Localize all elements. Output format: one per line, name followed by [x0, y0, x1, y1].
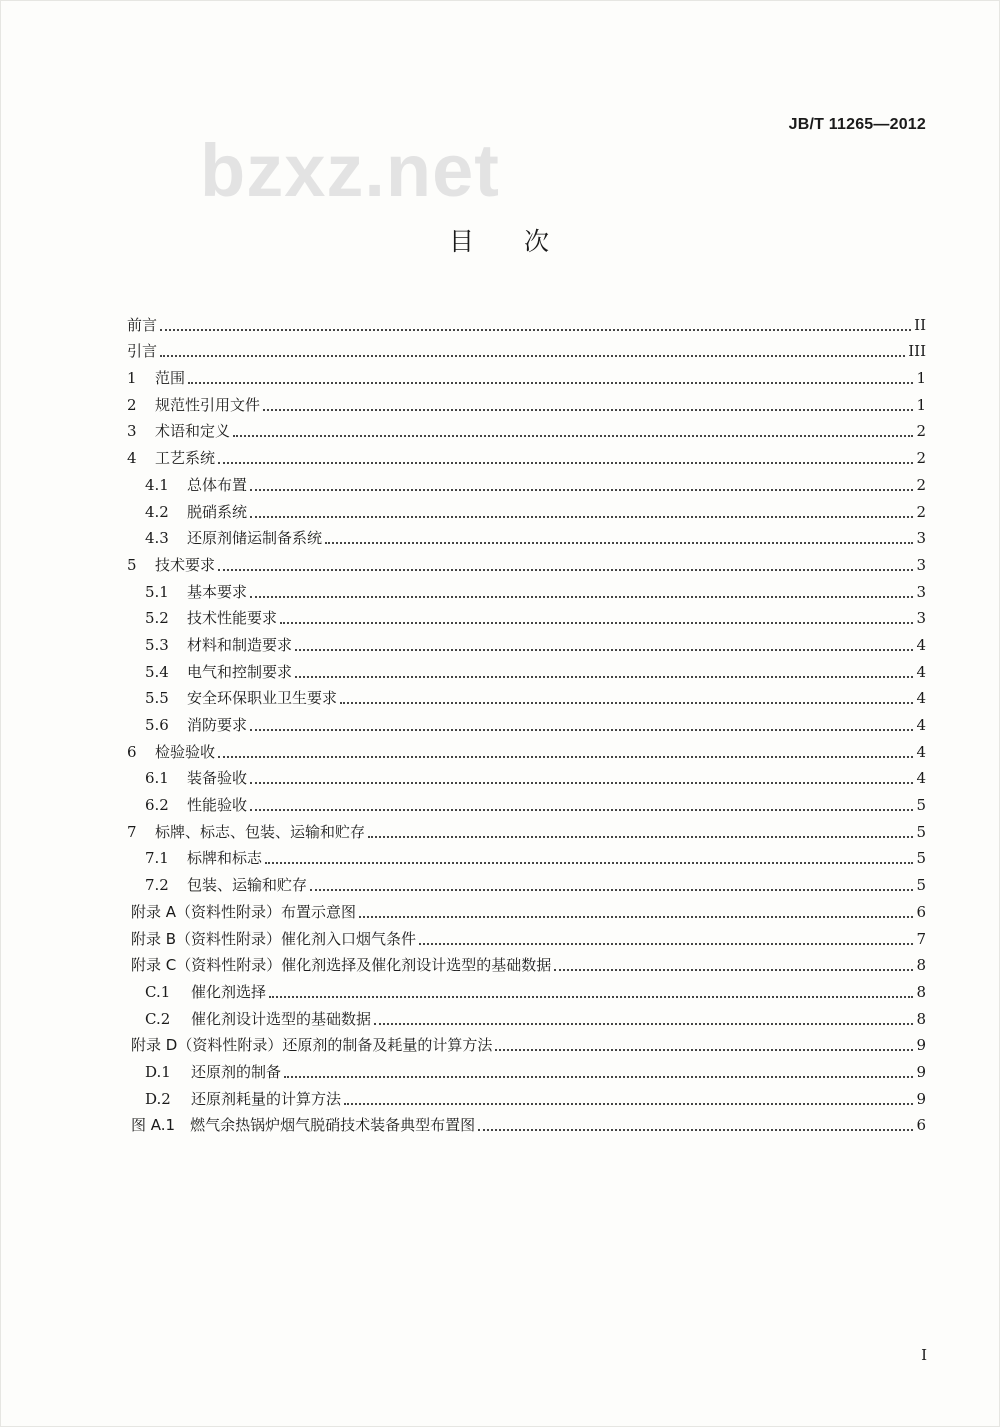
toc-entry-number: 7.1	[145, 849, 169, 868]
toc-entry-number: 7.2	[145, 876, 169, 895]
toc-leader-dots	[295, 648, 913, 651]
toc-entry[interactable]	[127, 975, 926, 1002]
toc-leader-dots	[218, 568, 913, 571]
toc-entry-number: 5.1	[145, 582, 169, 601]
toc-entry-label: 前言	[127, 315, 158, 334]
toc-entry-number: C.1	[145, 982, 171, 1001]
toc-entry-label: 图 A.1 燃气余热锅炉烟气脱硝技术装备典型布置图	[131, 1116, 476, 1135]
toc-entry-page: 3	[916, 529, 926, 548]
toc-leader-dots	[495, 1048, 913, 1051]
toc-entry-number: 2	[127, 395, 137, 414]
toc-entry-number: 6.1	[145, 769, 169, 788]
toc-entry-label: 还原剂耗量的计算方法	[191, 1089, 342, 1108]
toc-leader-dots	[284, 1075, 913, 1078]
toc-entry-label: 标牌和标志	[187, 849, 263, 868]
toc-leader-dots	[160, 328, 911, 331]
toc-entry-number: 5.5	[145, 689, 169, 708]
toc-entry[interactable]	[127, 1029, 926, 1056]
toc-entry-page: 2	[916, 422, 926, 441]
toc-entry-label: 脱硝系统	[187, 502, 248, 521]
toc-entry-page: 9	[916, 1062, 926, 1081]
footer-page-number: I	[921, 1346, 927, 1364]
toc-entry[interactable]	[127, 522, 926, 549]
toc-entry-number: 4	[127, 449, 137, 468]
toc-entry-number: 5.3	[145, 635, 169, 654]
toc-entry-label: 催化剂设计选型的基础数据	[191, 1009, 372, 1028]
toc-entry-number: 6.2	[145, 796, 169, 815]
toc-entry-page: II	[914, 315, 926, 334]
watermark: bzxz.net	[200, 129, 500, 212]
toc-title	[0, 222, 1000, 258]
toc-entry-page: 4	[916, 742, 926, 761]
toc-entry[interactable]	[127, 1055, 926, 1082]
toc-entry-label: 附录 A（资料性附录）布置示意图	[131, 902, 357, 921]
toc-entry[interactable]	[127, 708, 926, 735]
toc-entry-page: 5	[916, 876, 926, 895]
toc-entry-number: 7	[127, 822, 137, 841]
toc-entry-label: 附录 B（资料性附录）催化剂入口烟气条件	[131, 929, 417, 948]
toc-entry-number: 5.6	[145, 716, 169, 734]
toc-entry-label: 包装、运输和贮存	[187, 876, 308, 895]
toc-entry[interactable]	[127, 335, 926, 362]
toc-entry-number: 3	[127, 422, 137, 441]
toc-entry[interactable]	[127, 1002, 926, 1029]
toc-entry-page: 4	[916, 689, 926, 708]
toc-entry[interactable]	[127, 762, 926, 789]
toc-entry-number: 4.2	[145, 502, 169, 521]
toc-leader-dots	[340, 701, 913, 704]
toc-entry[interactable]	[127, 575, 926, 602]
toc-entry[interactable]	[127, 682, 926, 709]
toc-entry-page: 1	[916, 395, 926, 414]
toc-leader-dots	[359, 915, 913, 918]
toc-leader-dots	[478, 1128, 913, 1131]
toc-entry[interactable]	[127, 868, 926, 895]
toc-entry-number: D.1	[145, 1062, 171, 1081]
toc-entry-page: 8	[916, 982, 926, 1001]
toc-entry-label: 规范性引用文件	[155, 395, 261, 414]
toc-entry-page: III	[908, 342, 926, 361]
toc-entry-page: 4	[916, 769, 926, 788]
toc-entry[interactable]	[127, 308, 926, 335]
toc-leader-dots	[310, 888, 913, 891]
toc-leader-dots	[160, 354, 905, 357]
toc-entry-page: 4	[916, 635, 926, 654]
table-of-contents	[127, 308, 926, 1135]
toc-leader-dots	[263, 408, 913, 411]
toc-entry-number: 4.3	[145, 529, 169, 548]
toc-leader-dots	[218, 461, 913, 464]
toc-entry-label: 电气和控制要求	[187, 662, 293, 681]
toc-entry-label: 附录 D（资料性附录）还原剂的制备及耗量的计算方法	[131, 1036, 493, 1055]
toc-leader-dots	[250, 515, 913, 518]
toc-entry-page: 6	[916, 1116, 926, 1135]
toc-entry-page: 5	[916, 849, 926, 868]
toc-entry-number: 6	[127, 742, 137, 761]
toc-entry-page: 2	[916, 475, 926, 494]
toc-entry-page: 4	[916, 662, 926, 681]
toc-entry-label: 装备验收	[187, 769, 248, 788]
toc-entry-page: 1	[916, 369, 926, 388]
toc-leader-dots	[250, 781, 913, 784]
toc-entry-page: 8	[916, 1009, 926, 1028]
toc-title-left: 目	[448, 227, 476, 256]
toc-entry[interactable]	[127, 788, 926, 815]
toc-entry-page: 3	[916, 609, 926, 628]
toc-entry[interactable]	[127, 735, 926, 762]
toc-leader-dots	[280, 621, 913, 624]
toc-entry-label: 引言	[127, 342, 158, 361]
toc-entry-label: 还原剂储运制备系统	[187, 529, 323, 548]
toc-entry[interactable]	[127, 628, 926, 655]
toc-entry-number: 4.1	[145, 475, 169, 494]
toc-entry-page: 3	[916, 555, 926, 574]
toc-entry[interactable]	[127, 1082, 926, 1109]
standard-number: JB/T 11265—2012	[788, 116, 926, 133]
toc-entry-number: 5	[127, 555, 137, 574]
toc-entry[interactable]	[127, 655, 926, 682]
toc-entry-page: 4	[916, 716, 926, 734]
toc-leader-dots	[233, 434, 913, 437]
toc-entry-page: 3	[916, 582, 926, 601]
toc-entry-label: 基本要求	[187, 582, 248, 601]
toc-leader-dots	[419, 942, 913, 945]
toc-entry-number: 1	[127, 369, 137, 388]
toc-entry[interactable]	[127, 895, 926, 922]
toc-leader-dots	[250, 808, 913, 811]
toc-entry-page: 7	[916, 929, 926, 948]
toc-leader-dots	[269, 995, 913, 998]
toc-entry-page: 9	[916, 1036, 926, 1055]
toc-entry-label: 范围	[155, 369, 186, 388]
toc-entry-label: 标牌、标志、包装、运输和贮存	[155, 822, 366, 841]
toc-leader-dots	[325, 541, 913, 544]
toc-entry[interactable]	[127, 361, 926, 388]
toc-entry[interactable]	[127, 548, 926, 575]
toc-leader-dots	[344, 1102, 913, 1105]
toc-entry-label: 技术性能要求	[187, 609, 278, 628]
toc-entry-page: 5	[916, 796, 926, 815]
toc-entry-label: 技术要求	[155, 555, 216, 574]
toc-entry-label: 附录 C（资料性附录）催化剂选择及催化剂设计选型的基础数据	[131, 956, 552, 975]
toc-entry-number: 5.4	[145, 662, 169, 681]
toc-leader-dots	[188, 381, 913, 384]
toc-entry-label: 安全环保职业卫生要求	[187, 689, 338, 708]
toc-leader-dots	[250, 595, 913, 598]
toc-entry[interactable]	[127, 415, 926, 442]
toc-entry-label: 检验验收	[155, 742, 216, 761]
toc-entry-page: 6	[916, 902, 926, 921]
toc-entry-label: 消防要求	[187, 716, 248, 734]
toc-entry-page: 2	[916, 502, 926, 521]
toc-leader-dots	[374, 1022, 913, 1025]
toc-entry[interactable]	[127, 949, 926, 976]
toc-leader-dots	[250, 728, 913, 731]
toc-entry-label: 工艺系统	[155, 449, 216, 468]
toc-entry[interactable]	[127, 922, 926, 949]
toc-entry-page: 8	[916, 956, 926, 975]
toc-entry-number: 5.2	[145, 609, 169, 628]
toc-leader-dots	[295, 675, 913, 678]
toc-entry-number: D.2	[145, 1089, 171, 1108]
toc-title-right: 次	[524, 227, 552, 256]
toc-leader-dots	[554, 968, 913, 971]
toc-entry-page: 9	[916, 1089, 926, 1108]
toc-entry-label: 材料和制造要求	[187, 635, 293, 654]
toc-entry[interactable]	[127, 468, 926, 495]
toc-entry-label: 催化剂选择	[191, 982, 267, 1001]
toc-leader-dots	[218, 755, 913, 758]
toc-entry[interactable]	[127, 842, 926, 869]
toc-entry-label: 术语和定义	[155, 422, 231, 441]
toc-entry[interactable]	[127, 495, 926, 522]
toc-leader-dots	[250, 488, 913, 491]
toc-entry-page: 2	[916, 449, 926, 468]
toc-entry[interactable]	[127, 441, 926, 468]
toc-leader-dots	[265, 861, 913, 864]
toc-leader-dots	[368, 835, 913, 838]
toc-entry-label: 总体布置	[187, 475, 248, 494]
toc-entry-page: 5	[916, 822, 926, 841]
toc-entry-label: 性能验收	[187, 796, 248, 815]
toc-entry[interactable]	[127, 815, 926, 842]
toc-entry-label: 还原剂的制备	[191, 1062, 282, 1081]
toc-entry[interactable]	[127, 388, 926, 415]
toc-entry[interactable]	[127, 602, 926, 629]
toc-entry-number: C.2	[145, 1009, 171, 1028]
toc-entry[interactable]	[127, 1109, 926, 1136]
